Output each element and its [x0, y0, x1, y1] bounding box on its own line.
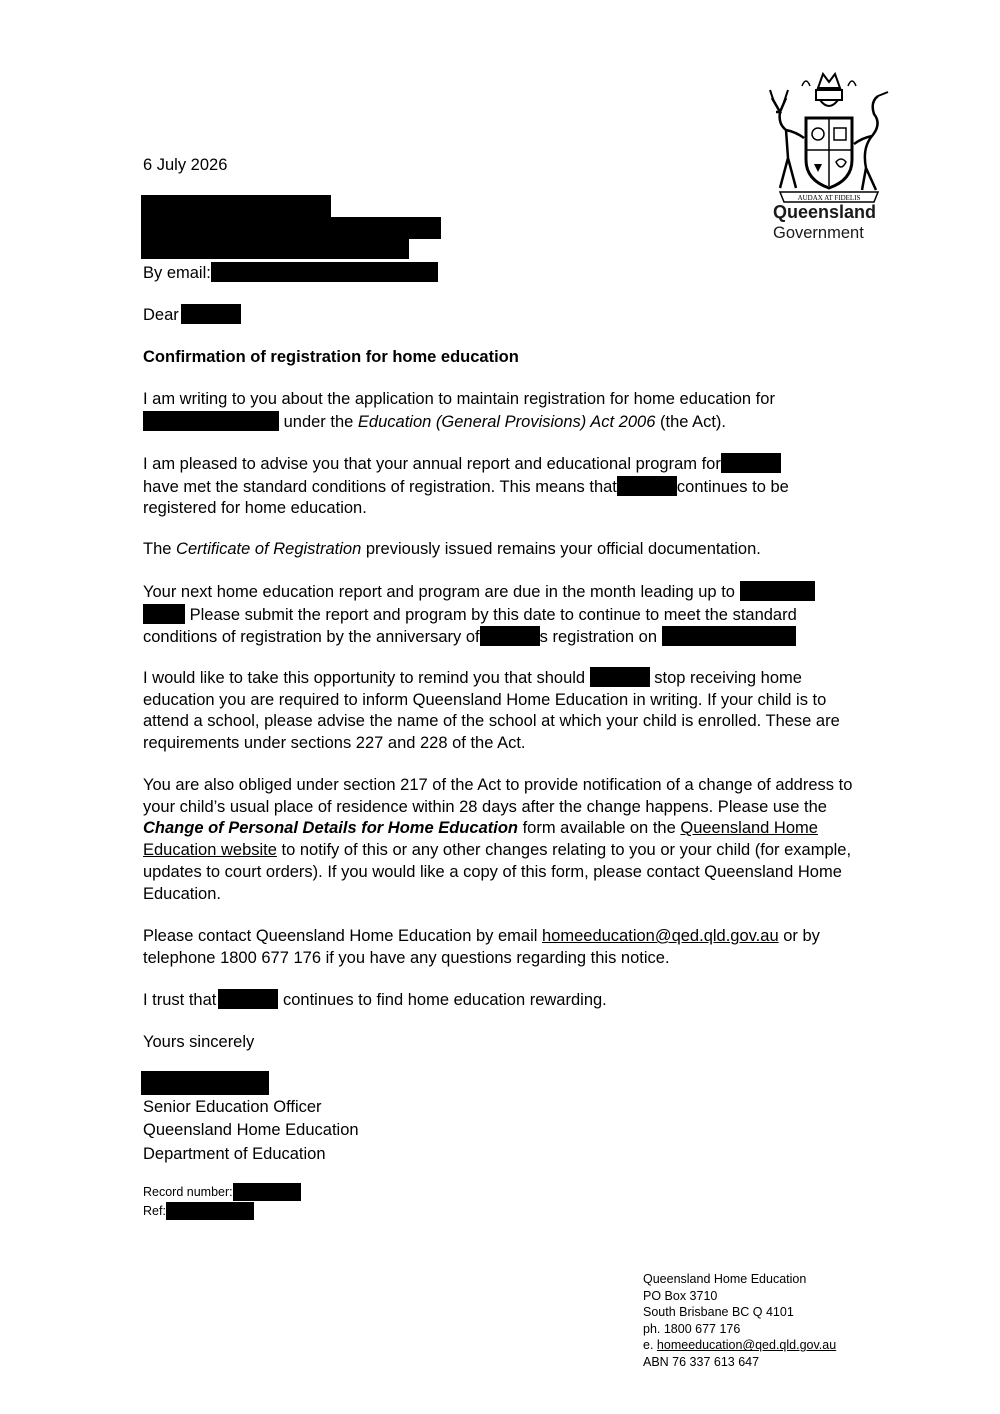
footer-email-link[interactable]: homeeducation@qed.qld.gov.au [656, 1338, 837, 1353]
redacted-registration-date [662, 626, 796, 646]
by-email-label: By email: [143, 264, 211, 282]
footer-po-box: PO Box 3710 [643, 1288, 718, 1303]
footer-email-prefix: e. [643, 1338, 654, 1353]
paragraph-stop-receiving [143, 667, 858, 755]
paragraph-rewarding [143, 989, 858, 1012]
redacted-recipient-name [141, 195, 331, 217]
letter-date: 6 July 2026 [143, 156, 228, 174]
p2-text-b: have met the standard conditions of registration. This means that [143, 477, 617, 496]
letter-subject: Confirmation of registration for home education [143, 348, 519, 366]
p4-text-a: Your next home education report and program are due in the month leading up to [143, 583, 735, 601]
paragraph-certificate [143, 539, 858, 561]
p5-text-b: stop receiving home [654, 669, 802, 687]
signatory-unit: Queensland Home Education [143, 1121, 359, 1139]
salutation [143, 304, 241, 326]
logo-motto: AUDAX AT FIDELIS [797, 194, 861, 202]
contact-email-link[interactable]: homeeducation@qed.qld.gov.au [542, 927, 779, 945]
redacted-email [211, 262, 438, 282]
record-number-label: Record number: [143, 1185, 233, 1199]
record-number-line [143, 1183, 301, 1201]
home-education-website-link[interactable]: Queensland Home Education website [143, 819, 818, 860]
queensland-government-logo [766, 68, 893, 242]
p7-text-b: or by telephone 1800 677 176 if you have any questions regarding this notice. [143, 927, 820, 967]
redacted-child-name [218, 989, 278, 1009]
paragraph-next-report [143, 581, 858, 649]
footer-org: Queensland Home Education [643, 1272, 807, 1286]
p8-text-a: I trust that [143, 991, 217, 1009]
certificate-title: Certificate of Registration [176, 540, 362, 558]
redacted-child-name [480, 626, 540, 646]
p4-text-d: s registration on [539, 628, 658, 647]
paragraph-contact [143, 926, 858, 969]
footer-email-line [643, 1337, 836, 1354]
redacted-signatory-name [141, 1071, 269, 1095]
logo-name-line1: Queensland [773, 202, 877, 222]
redacted-child-name [721, 453, 781, 473]
ref-label: Ref: [143, 1204, 166, 1218]
logo-name-line2: Government [773, 224, 864, 242]
paragraph-change-of-address [143, 775, 858, 905]
p2-text-a: I am pleased to advise you that your annual report and educational program for [143, 455, 721, 473]
redacted-child-name [590, 667, 650, 687]
redacted-record-number [233, 1183, 301, 1201]
ref-line [143, 1202, 254, 1220]
footer-address [643, 1271, 836, 1371]
redacted-due-date [740, 581, 815, 601]
redacted-child-name [143, 411, 279, 431]
p3-text-a: The [143, 540, 172, 558]
p6-text-a: You are also obliged under section 217 of the Act to provide notification of a change of address to your child’s usual place of residence within 28 days after the change happens. Please use the [143, 776, 853, 816]
redacted-child-name [617, 476, 677, 496]
footer-suburb: South Brisbane BC Q 4101 [643, 1305, 794, 1320]
p4-text-b: Please submit the report and program by this date to continue to meet the standard [189, 605, 797, 624]
p2-text-c: continues to be [676, 477, 789, 496]
p2-text-d: registered for home education. [143, 499, 367, 518]
p3-text-b: previously issued remains your official documentation. [365, 540, 761, 558]
act-title: Education (General Provisions) Act 2006 [357, 412, 656, 431]
coat-of-arms-icon [766, 68, 893, 242]
signatory-title: Senior Education Officer [143, 1098, 322, 1116]
footer-abn: ABN 76 337 613 647 [643, 1354, 760, 1369]
p5-text-c: education you are required to inform Queensland Home Education in writing. If your child is to attend a school, please advise the name of the school at which your child is enrolled. These are requirements under sections 227 and 228 of the Act. [143, 690, 840, 753]
change-details-form-name: Change of Personal Details for Home Education [143, 819, 518, 838]
by-email-line [143, 262, 438, 284]
p5-text-a: I would like to take this opportunity to remind you that should [143, 669, 586, 687]
closing: Yours sincerely [143, 1033, 255, 1051]
p4-text-c: conditions of registration by the anniversary of [143, 628, 480, 647]
p6-text-c: to notify of this or any other changes relating to you or your child (for example, updates to court orders). If you would like a copy of this form, please contact Queensland Home Education. [143, 841, 852, 903]
redacted-due-date-year [143, 604, 185, 624]
signatory-department: Department of Education [143, 1145, 326, 1163]
paragraph-annual-report [143, 453, 858, 520]
p1-text-b: under the [283, 412, 354, 431]
p7-text-a: Please contact Queensland Home Education by email [143, 927, 538, 945]
redacted-ref [166, 1202, 254, 1220]
redacted-recipient-suburb [141, 239, 409, 259]
p6-text-b: form available on the [522, 819, 676, 838]
footer-phone: ph. 1800 677 176 [643, 1321, 741, 1336]
p8-text-b: continues to find home education rewarding. [282, 991, 607, 1009]
p1-text-a: I am writing to you about the application to maintain registration for home education for [143, 390, 775, 408]
p1-text-c: (the Act). [659, 412, 727, 431]
redacted-salutation-name [181, 304, 241, 324]
salutation-text: Dear [143, 306, 179, 324]
paragraph-application [143, 389, 858, 433]
redacted-recipient-address [141, 217, 441, 239]
